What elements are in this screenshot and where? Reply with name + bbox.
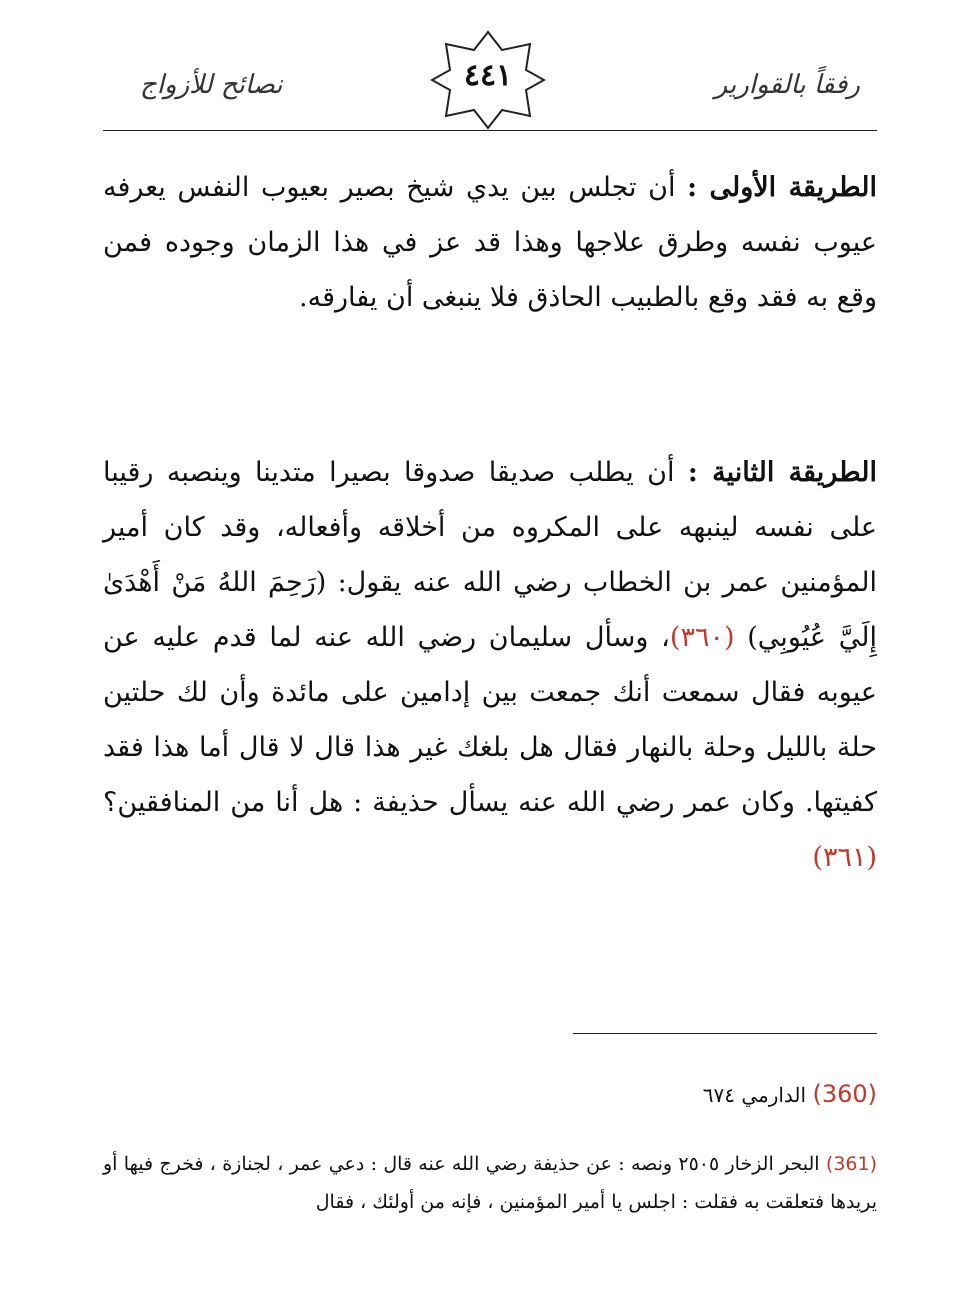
method-one-text: أن تجلس بين يدي شيخ بصير بعيوب النفس يعرفه عيوب نفسه وطرق علاجها وهذا قد عز في هذا الزمان وجوده فمن وقع به فقد وقع بالطبيب الحاذق فلا ينبغى أن يفارقه. [103,172,877,313]
method-two-text-a: أن يطلب صديقا صدوقا بصيرا متدينا وينصبه رقيبا على نفسه لينبهه على المكروه من أخلاقه وأفعاله، وقد كان أمير المؤمنين عمر بن الخطاب رضي الله عنه يقول: (رَحِمَ اللهُ مَنْ أَهْدَىٰ إِلَيَّ عُيُوبِي) [103,457,878,653]
running-title-section: نصائح للأزواج [140,70,283,100]
footnote-text: البحر الزخار ٢٥٠٥ ونصه : عن حذيفة رضي الله عنه قال : دعي عمر ، لجنازة ، فخرج فيها أو يريدها فتعلقت به فقلت : اجلس يا أمير المؤمنين ، فإنه من أولئك ، فقال [103,1153,877,1213]
paragraph-method-two [103,445,877,885]
method-one-heading: الطريقة الأولى : [687,172,877,203]
footnote-ref-360[interactable]: (٣٦٠) [669,622,735,653]
method-two-text-b: ، وسأل سليمان رضي الله عنه لما قدم عليه عن عيوبه فقال سمعت أنك جمعت بين إدامين على مائدة وأن لك حلتين حلة بالليل وحلة بالنهار فقال هل بلغك غير هذا قال لا قال أما هذا فقد كفيتها. وكان عمر رضي الله عنه يسأل حذيفة : هل أنا من المنافقين؟ [103,622,877,818]
page-number: ٤٤١ [463,58,513,93]
method-two-heading: الطريقة الثانية : [687,457,877,488]
footnote-number: (360) [812,1080,877,1108]
running-title-book: رفقاً بالقوارير [714,70,860,100]
footnote-ref-361[interactable]: (٣٦١) [812,842,877,873]
footnote-text: الدارمي ٦٧٤ [702,1083,813,1107]
footnote-number: (361) [825,1153,877,1175]
header-rule [103,130,877,131]
footnote-separator [573,1033,877,1034]
page-header [0,0,980,140]
paragraph-method-one [103,160,877,325]
footnote-361 [103,1145,877,1221]
footnote-360 [103,1075,877,1114]
page-number-badge [430,30,546,130]
